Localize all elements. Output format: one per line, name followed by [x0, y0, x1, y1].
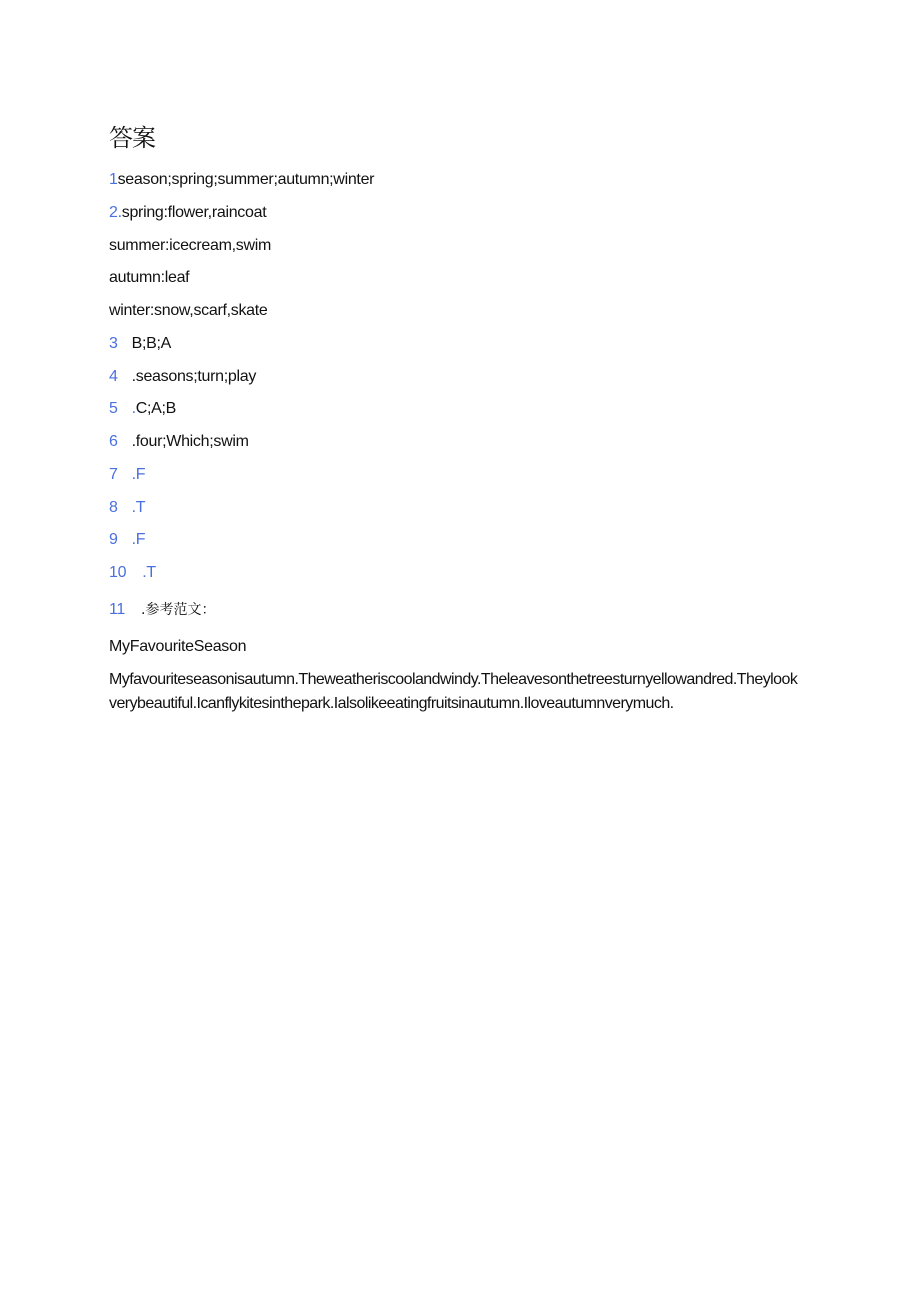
- answer-text: season;spring;summer;autumn;winter: [117, 171, 375, 188]
- answer-text: .F: [131, 531, 146, 548]
- answer-number: 7: [109, 466, 118, 483]
- answer-3: [109, 334, 171, 354]
- answer-2: [109, 203, 266, 223]
- answer-number: 3: [109, 335, 118, 352]
- answer-8: [109, 498, 145, 518]
- answer-11: [109, 600, 215, 620]
- answer-10: [109, 563, 156, 583]
- answer-text: .参考范文：: [141, 602, 216, 618]
- answer-number: 6: [109, 433, 118, 450]
- answer-number: 1: [109, 171, 118, 188]
- answer-6: [109, 432, 249, 452]
- answer-number: 8: [109, 499, 118, 516]
- answer-text: .seasons;turn;play: [131, 368, 257, 385]
- answer-text: spring:flower,raincoat: [121, 204, 267, 221]
- answer-number: 11: [109, 601, 126, 618]
- answer-text: .T: [131, 499, 146, 516]
- essay-title: MyFavouriteSeason: [109, 638, 247, 655]
- answer-text: .four;Which;swim: [131, 433, 249, 450]
- answer-2-summer: summer:icecream,swim: [109, 237, 272, 254]
- answer-5: [109, 399, 176, 419]
- answer-text: C;A;B: [135, 400, 177, 417]
- answer-number: 10: [109, 564, 127, 581]
- answer-text-dot: .: [131, 400, 136, 417]
- answer-number: 5: [109, 400, 118, 417]
- answer-2-autumn: autumn:leaf: [109, 269, 190, 286]
- answer-number: 9: [109, 531, 118, 548]
- answer-1: [109, 170, 374, 190]
- answer-text: .F: [131, 466, 146, 483]
- answer-7: [109, 465, 145, 485]
- answer-number: 4: [109, 368, 118, 385]
- answer-text: B;B;A: [131, 335, 172, 352]
- answer-9: [109, 530, 145, 550]
- answer-2-winter: winter:snow,scarf,skate: [109, 302, 268, 319]
- answer-number: 2.: [109, 204, 122, 221]
- essay-body: Myfavouriteseasonisautumn.Theweatheriscoolandwindy.Theleavesonthetreesturnyellowandred.Theylookverybeautiful.Icanflykitesinthepark.Ialsolikeeatingfruitsinautumn.Iloveautumnverymuch.: [109, 671, 798, 712]
- answer-text: .T: [142, 564, 156, 581]
- answer-4: [109, 367, 256, 387]
- page-title: 答案: [109, 124, 155, 152]
